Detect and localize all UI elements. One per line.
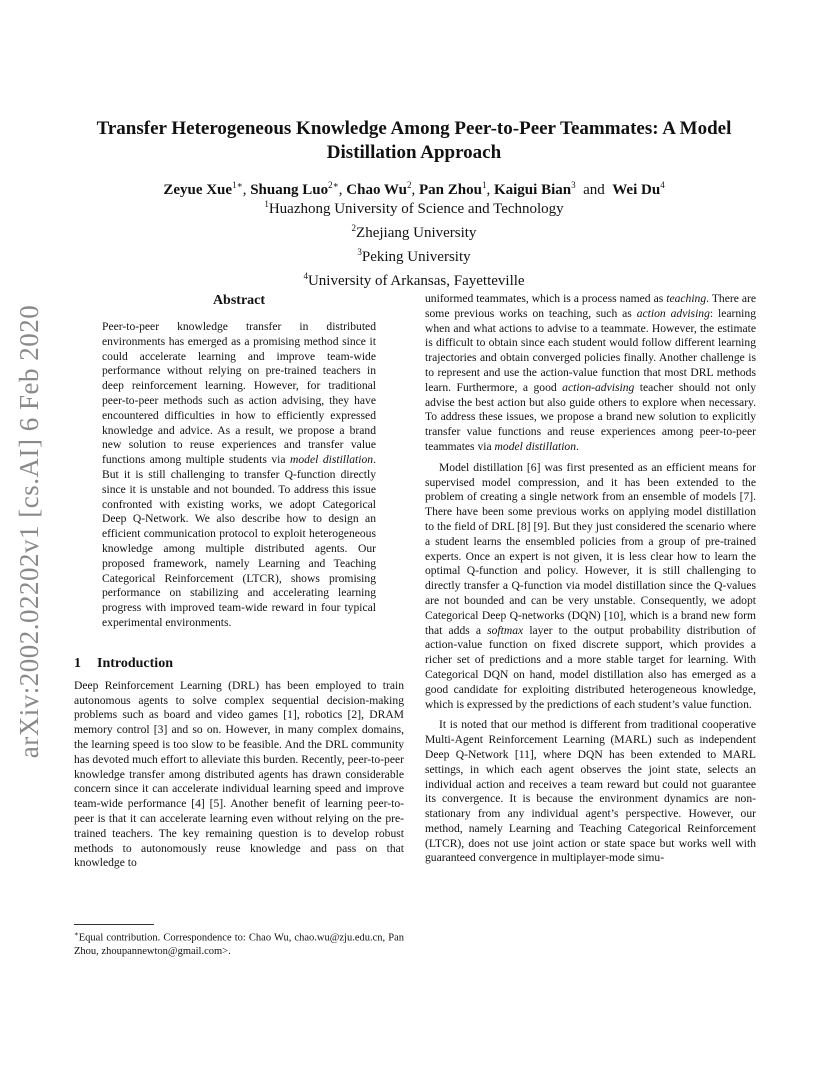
- intro-paragraph: Deep Reinforcement Learning (DRL) has been employed to train autonomous agents to solve complex sequential decision-making problems such as board and video games [1], robotics [2], DRAM memory control [3] and so on. However, in many complex domains, the learning speed is too slow to be feasible. And the DRL community has devoted much effort to alleviate this burden. Recently, peer-to-peer knowledge transfer among distributed agents has drawn considerable concern since it can accelerate individual learning speed and improve team-wide performance [4] [5]. Another benefit of learning peer-to-peer is that it can accelerate learning even without relying on the pre-trained teachers. The key remaining question is to develop robust methods to autonomously reuse knowledge and pass on that knowledge to: [74, 678, 404, 870]
- affiliation-mark: 1: [264, 199, 269, 209]
- footnote-text: Equal contribution. Correspondence to: Chao Wu, chao.wu@zju.edu.cn, Pan Zhou, zhoupannewton@gmail.com>.: [74, 932, 404, 957]
- affiliation: [80, 267, 748, 291]
- affiliation-mark: 3: [357, 247, 362, 257]
- author-mark: 2: [407, 180, 412, 190]
- author-name: Shuang Luo: [250, 182, 329, 198]
- body-text: .: [576, 439, 579, 453]
- author-mark: 1∗: [232, 180, 243, 190]
- author-mark: 1: [481, 180, 487, 190]
- affiliation: [80, 195, 748, 219]
- abstract-text: Peer-to-peer knowledge transfer in distributed environments has emerged as a promising method since it could accelerate learning and improve team-wide performance without relying on pre-trained teachers in deep reinforcement learning. However, for traditional peer-to-peer methods such as action advising, they have encountered difficulties in how to efficiently expressed knowledge and advice. As a result, we propose a brand new solution to reuse experiences and transfer value functions among multiple students via: [102, 320, 376, 467]
- body-text-italic: action-advising: [562, 380, 635, 394]
- footnote: [74, 924, 404, 958]
- affiliation-mark: 2: [351, 223, 357, 233]
- affiliation-name: Zhejiang University: [356, 225, 477, 241]
- affiliation-mark: 4: [303, 271, 308, 281]
- body-text: teacher should not only advise the best action but also guide others to explore when necessary. To address these issues, we propose a brand new solution to explicitly transfer value functions and reuse experiences among peer-to-peer teammates via: [425, 380, 756, 453]
- section-title: Introduction: [97, 655, 173, 671]
- author-mark: 2∗: [328, 180, 339, 190]
- abstract-body: [102, 320, 376, 631]
- body-text: It is noted that our method is different from traditional cooperative Multi-Agent Reinforcement Learning (MARL) such as independent Deep Q-Network [11], where DQN has been extended to MARL settings, in which each agent observes the joint state, selects an individual action and receives a team reward but could not guarantee its convergence. It is because the environment dynamics are non-stationary from any individual agent’s perspective. However, our method, namely Learning and Teaching Categorical Reinforcement (LTCR), does not use joint action or state space but works well with guaranteed convergence in multiplayer-mode simu-: [425, 718, 756, 865]
- affiliation-list: [80, 195, 748, 291]
- author-mark: 3: [571, 180, 576, 190]
- author-name: Wei Du: [612, 182, 661, 198]
- left-column: [74, 292, 404, 871]
- affiliation: [80, 243, 748, 267]
- author-separator: ,: [411, 182, 420, 198]
- affiliation-name: University of Arkansas, Fayetteville: [307, 273, 525, 289]
- body-paragraph-model-distillation: [425, 461, 756, 713]
- abstract-heading: Abstract: [212, 293, 266, 308]
- body-text-italic: action advising: [636, 306, 710, 320]
- author-name: Kaigui Bian: [493, 182, 572, 198]
- body-text-italic: teaching: [666, 292, 707, 305]
- body-text: uniformed teammates, which is a process named as: [425, 292, 667, 305]
- arxiv-identifier-stamp: [8, 296, 52, 766]
- author-name: Chao Wu: [346, 182, 408, 198]
- body-text: : learning when and what actions to advise to a teammate. However, the estimate is difficult to obtain since each student would follow different learning trajectories and obtain converged policies finally. Another challenge is to represent and use the action-value function that most DRL methods learn. Furthermore, a good: [425, 306, 756, 394]
- abstract-text-italic: model distillation: [290, 453, 374, 467]
- section-number: 1: [74, 655, 81, 671]
- author-and: and: [583, 182, 605, 198]
- paper-title: Transfer Heterogeneous Knowledge Among Peer-to-Peer Teammates: A Model Distillation Approach: [96, 118, 732, 163]
- author-separator: ,: [338, 182, 347, 198]
- affiliation: [80, 219, 748, 243]
- author-name: Zeyue Xue: [163, 182, 233, 198]
- author-mark: 4: [660, 180, 665, 190]
- author-separator: ,: [486, 182, 494, 198]
- footnote-rule: [74, 924, 154, 925]
- author-name: Pan Zhou: [419, 182, 482, 198]
- body-text: layer to the output probability distribution of action-value function on fixed discrete support, which provides a richer set of predictions and a more stable target for learning. With Categorical DQN on hand, model distillation also has emerged as a good candidate for exploiting distributed heterogeneous knowledge, which is expressed by the predictions of each student’s value function.: [425, 623, 756, 711]
- affiliation-name: Peking University: [361, 249, 471, 265]
- body-text-italic: model distillation: [494, 439, 577, 453]
- abstract-text: . But it is still challenging to transfer Q-function directly since it is unstable and not bounded. To address this issue confronted with existing works, we adopt Categorical Deep Q-Network. We also describe how to design an efficient communication protocol to exploit heterogeneous knowledge among multiple distributed agents. Our proposed framework, namely Learning and Teaching Categorical Reinforcement (LTCR), shows promising performance on stabilizing and accelerating learning progress with improved team-wide reward in four typical experimental environments.: [102, 453, 376, 629]
- body-paragraph-teaching: [425, 292, 756, 455]
- arxiv-id-text: arXiv:2002.02202v1 [cs.AI] 6 Feb 2020: [14, 304, 45, 758]
- section-heading-introduction: [74, 655, 404, 673]
- author-separator: ,: [242, 182, 251, 198]
- body-text: . There are some previous works on teaching, such as: [425, 292, 757, 320]
- right-column: [425, 292, 756, 866]
- body-text: Model distillation [6] was first presented as an efficient means for supervised model compression, and it has been extended to the problem of creating a single network from an ensemble of models [7]. There have been some previous works on applying model distillation to the field of DRL [8] [9]. But they just considered the scenario where a student learns the ensembled policies from a group of pre-trained experts. Once an expert is not given, it is less clear how to learn the optimal Q-function and policy. However, it is still challenging to directly transfer a Q-function via model distillation since the Q-values are not bounded and can be very unstable. Consequently, we adopt Categorical Deep Q-networks (DQN) [10], which is a brand new form that adds a: [425, 460, 756, 637]
- body-text-italic: softmax: [487, 623, 524, 637]
- affiliation-name: Huazhong University of Science and Technology: [268, 201, 564, 217]
- body-paragraph-marl: [425, 718, 756, 866]
- footnote-mark: ∗: [74, 930, 79, 938]
